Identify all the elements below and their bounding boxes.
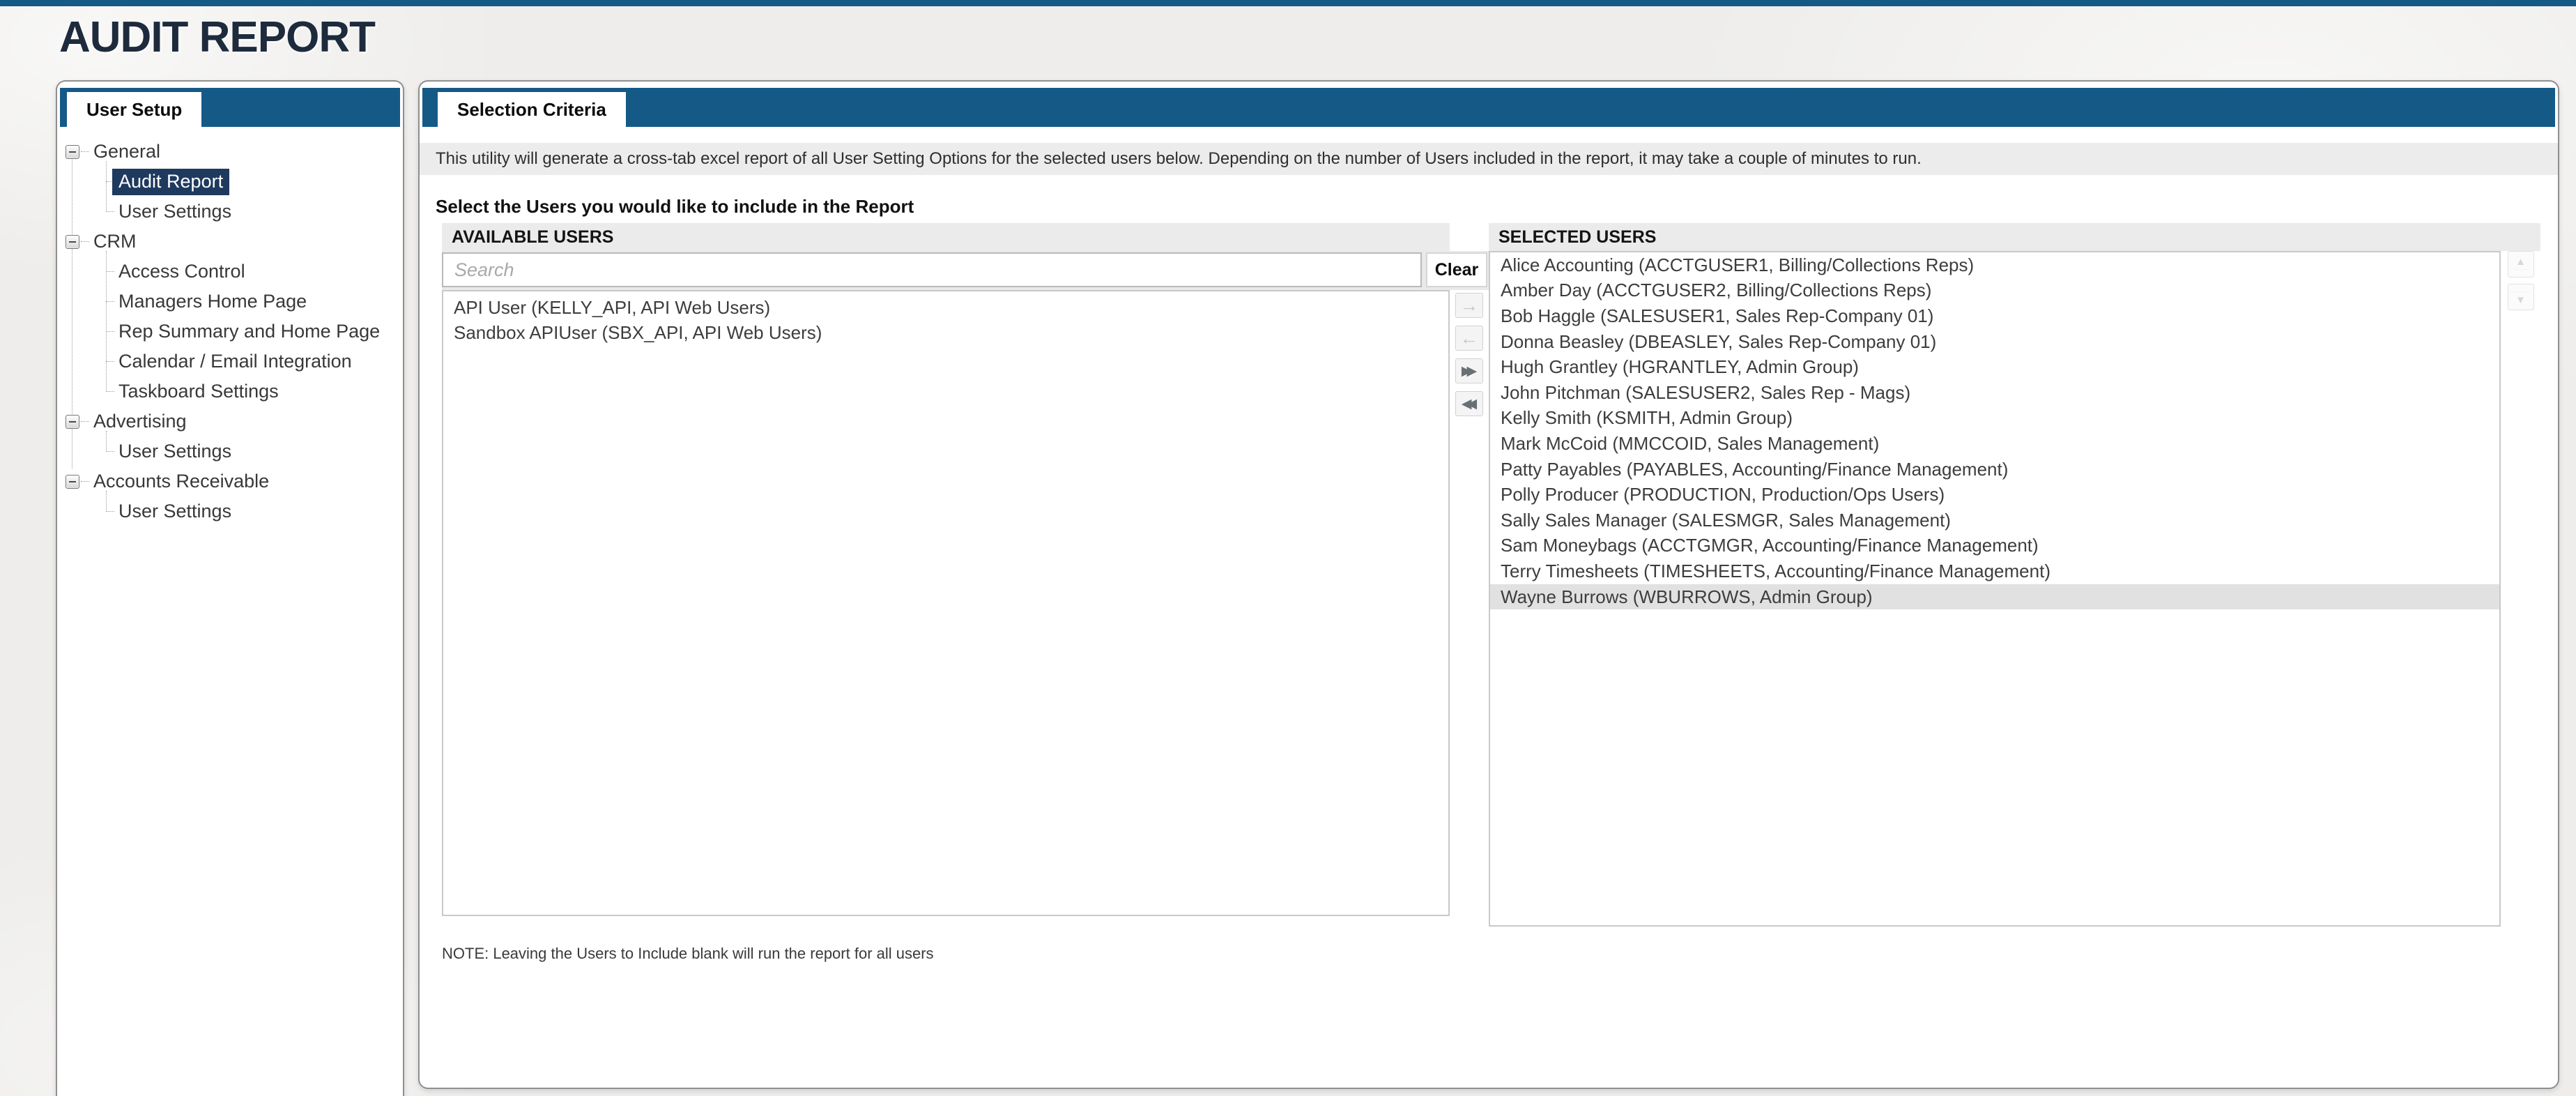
move-all-right-button[interactable] [1455,358,1483,383]
selected-user-item[interactable]: Kelly Smith (KSMITH, Admin Group) [1501,407,1793,429]
tree-leaf[interactable] [106,347,403,376]
available-user-item[interactable]: API User (KELLY_API, API Web Users) [454,296,771,318]
tree-leaf-label[interactable]: User Settings [118,440,232,462]
tree-leaf[interactable] [106,287,403,317]
move-right-button[interactable] [1455,293,1483,318]
double-arrow-left-icon: ◀◀ [1461,396,1473,411]
move-all-left-button[interactable] [1455,391,1483,416]
tree-leaf-label[interactable]: Rep Summary and Home Page [118,320,381,342]
available-users-column [442,223,1479,916]
tree-node[interactable] [66,137,403,167]
tree-leaf-label[interactable]: Audit Report [112,169,229,195]
tab-user-setup[interactable]: User Setup [67,92,201,127]
tree-branch [66,466,403,526]
tree-branch [66,227,403,406]
tree-leaf-label[interactable]: Managers Home Page [118,290,307,312]
note-text: NOTE: Leaving the Users to Include blank will run the report for all users [442,945,934,962]
dots-decoration: ······· [2510,287,2531,296]
tree-leaf[interactable] [106,436,403,466]
available-user-item[interactable]: Sandbox APIUser (SBX_API, API Web Users) [454,322,822,344]
nav-tree [57,127,403,526]
tree-children [106,257,403,406]
tree-node[interactable] [66,406,403,436]
selected-user-item[interactable]: Sam Moneybags (ACCTGMGR, Accounting/Finance Management) [1501,535,2039,556]
collapse-icon[interactable] [66,415,79,429]
double-arrow-right-icon: ▶▶ [1461,363,1473,379]
tree-leaf-label[interactable]: Calendar / Email Integration [118,350,352,372]
tree-leaf-label[interactable]: User Settings [118,200,232,222]
sidebar-header-bar [60,88,400,127]
move-up-button[interactable] [2508,251,2534,277]
arrow-right-icon: → [1459,294,1479,316]
tree-node-label[interactable]: Accounts Receivable [93,471,270,492]
tab-selection-criteria[interactable]: Selection Criteria [438,92,626,127]
tree-connector [81,481,89,482]
tree-children [106,167,403,227]
selected-user-item[interactable]: Alice Accounting (ACCTGUSER1, Billing/Collections Reps) [1501,254,1975,275]
collapse-icon[interactable] [66,475,79,489]
selected-user-item[interactable]: Terry Timesheets (TIMESHEETS, Accounting/Finance Management) [1501,560,2050,581]
tree-leaf[interactable] [106,496,403,526]
available-users-header: AVAILABLE USERS [442,223,1450,251]
clear-search-button[interactable]: Clear [1426,252,1487,287]
collapse-icon[interactable] [66,145,79,159]
main-panel [418,80,2559,1089]
tree-node-label[interactable]: Advertising [93,411,187,432]
selected-user-item[interactable]: Mark McCoid (MMCCOID, Sales Management) [1501,432,1880,454]
tree-leaf-label[interactable]: Taskboard Settings [118,380,279,402]
tree-branch [66,137,403,227]
search-row [442,251,1489,290]
move-left-button[interactable] [1455,326,1483,351]
arrow-down-icon: ▼ [2515,294,2526,306]
select-users-label: Select the Users you would like to include in the Report [436,196,914,217]
dots-decoration: ······· [2510,265,2531,273]
selected-users-column [1489,223,2501,927]
tree-node[interactable] [66,466,403,496]
tree-branch [66,406,403,466]
main-header-bar [422,88,2555,127]
selected-user-item[interactable]: Sally Sales Manager (SALESMGR, Sales Management) [1501,509,1951,531]
report-description: This utility will generate a cross-tab excel report of all User Setting Options for the selected users below. Depending on the number of Users included in the report, it may take a couple of minutes to run. [420,143,2558,175]
tree-leaf[interactable] [106,167,403,197]
selected-user-item[interactable]: Donna Beasley (DBEASLEY, Sales Rep-Company 01) [1501,330,1937,352]
tree-node[interactable] [66,227,403,257]
selected-user-item[interactable]: Wayne Burrows (WBURROWS, Admin Group) [1490,584,2499,610]
arrow-up-icon: ▲ [2515,255,2526,268]
selected-user-item[interactable]: Patty Payables (PAYABLES, Accounting/Finance Management) [1501,458,2009,480]
selected-user-item[interactable]: Amber Day (ACCTGUSER2, Billing/Collections Reps) [1501,280,1932,301]
move-down-button[interactable] [2508,284,2534,310]
selected-user-item[interactable]: John Pitchman (SALESUSER2, Sales Rep - Mags) [1501,381,1911,403]
tree-leaf-label[interactable]: User Settings [118,500,232,522]
user-picker [442,223,2558,927]
tree-children [106,496,403,526]
tree-connector [81,151,89,152]
tree-children [106,436,403,466]
search-input[interactable] [442,252,1422,287]
reorder-buttons [2501,223,2540,310]
available-users-list[interactable] [442,290,1450,916]
tree-leaf[interactable] [106,317,403,347]
tree-connector [81,421,89,422]
tree-leaf-label[interactable]: Access Control [118,260,245,282]
page-title: AUDIT REPORT [59,13,375,61]
top-accent-bar [0,0,2576,6]
sidebar-panel [56,80,404,1096]
tree-node-label[interactable]: CRM [93,231,137,252]
tree-leaf[interactable] [106,376,403,406]
selected-users-list[interactable] [1489,251,2501,927]
selected-user-item[interactable]: Hugh Grantley (HGRANTLEY, Admin Group) [1501,356,1859,378]
tree-node-label[interactable]: General [93,141,161,162]
collapse-icon[interactable] [66,235,79,249]
tree-connector [81,241,89,242]
tree-leaf[interactable] [106,197,403,227]
arrow-left-icon: ← [1459,327,1479,349]
tree-leaf[interactable] [106,257,403,287]
selected-users-header: SELECTED USERS [1489,223,2540,251]
selected-user-item[interactable]: Polly Producer (PRODUCTION, Production/Ops Users) [1501,484,1945,505]
selected-user-item[interactable]: Bob Haggle (SALESUSER1, Sales Rep-Company 01) [1501,305,1934,326]
